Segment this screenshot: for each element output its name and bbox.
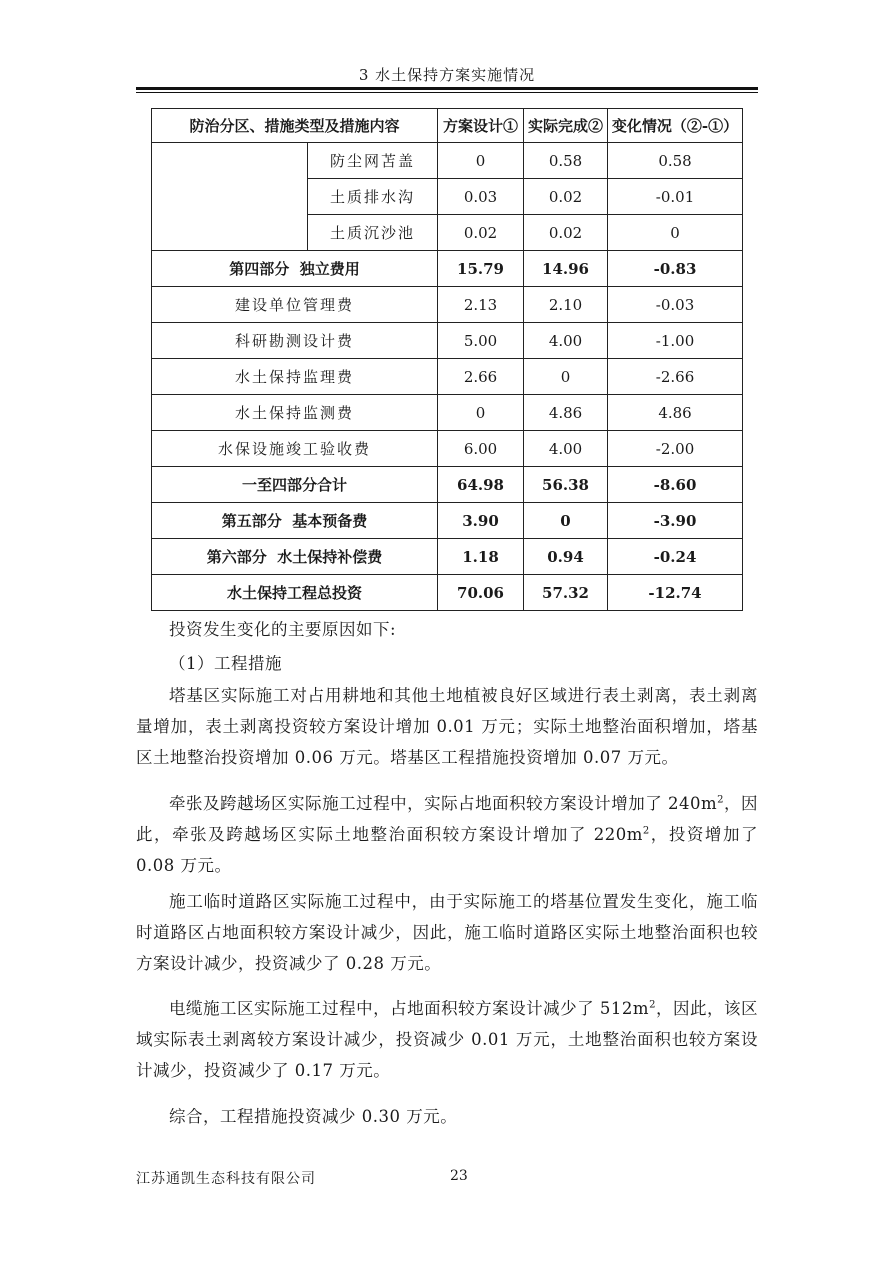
text-segment: ，因此，牵张及跨越场区实际土地整治面积较方案设计增加了 220m bbox=[136, 794, 758, 844]
header-change: 变化情况（②-①） bbox=[608, 109, 743, 143]
superscript: 2 bbox=[717, 794, 724, 806]
row-item: 建设单位管理费 bbox=[152, 287, 438, 323]
row-design: 70.06 bbox=[438, 575, 524, 611]
row-item: 科研勘测设计费 bbox=[152, 323, 438, 359]
row-actual: 0.58 bbox=[524, 143, 608, 179]
row-item: 水保设施竣工验收费 bbox=[152, 431, 438, 467]
row-item: 土质沉沙池 bbox=[308, 215, 438, 251]
section-heading: （1）工程措施 bbox=[169, 654, 282, 673]
superscript: 2 bbox=[642, 825, 650, 837]
paragraph-cable-area bbox=[136, 993, 758, 1086]
text-segment: ，因此，该区域实际表土剥离较方案设计减少，投资减少 0.01 万元，土地整治面积也较方案设计减少，投资减少了 0.17 万元。 bbox=[136, 999, 758, 1080]
table-row-total bbox=[152, 503, 743, 539]
row-change: 0 bbox=[608, 215, 743, 251]
row-item: 第六部分 水土保持补偿费 bbox=[152, 539, 438, 575]
row-design: 0.02 bbox=[438, 215, 524, 251]
row-design: 3.90 bbox=[438, 503, 524, 539]
row-change: 0.58 bbox=[608, 143, 743, 179]
row-change: -8.60 bbox=[608, 467, 743, 503]
text-segment: ，投资增加了 0.08 万元。 bbox=[136, 825, 758, 875]
row-change: -12.74 bbox=[608, 575, 743, 611]
text-segment: 电缆施工区实际施工过程中，占地面积较方案设计减少了 512m bbox=[169, 999, 650, 1018]
row-actual: 0.02 bbox=[524, 215, 608, 251]
row-actual: 57.32 bbox=[524, 575, 608, 611]
row-change: -0.83 bbox=[608, 251, 743, 287]
row-change: -0.01 bbox=[608, 179, 743, 215]
row-actual: 0 bbox=[524, 503, 608, 539]
table-row bbox=[152, 395, 743, 431]
table-row bbox=[152, 323, 743, 359]
running-header: 3 水土保持方案实施情况 bbox=[358, 66, 536, 84]
text-segment: 牵张及跨越场区实际施工过程中，实际占地面积较方案设计增加了 240m bbox=[169, 794, 718, 813]
row-design: 2.13 bbox=[438, 287, 524, 323]
table-row bbox=[152, 359, 743, 395]
row-actual: 0.94 bbox=[524, 539, 608, 575]
page-number: 23 bbox=[450, 1168, 468, 1184]
row-item: 防尘网苫盖 bbox=[308, 143, 438, 179]
row-actual: 0 bbox=[524, 359, 608, 395]
row-design: 1.18 bbox=[438, 539, 524, 575]
row-design: 5.00 bbox=[438, 323, 524, 359]
row-actual: 56.38 bbox=[524, 467, 608, 503]
paragraph-temp-road: 施工临时道路区实际施工过程中，由于实际施工的塔基位置发生变化，施工临时道路区占地面积较方案设计减少，因此，施工临时道路区实际土地整治面积也较方案设计减少，投资减少了 0.28 万元。 bbox=[136, 892, 758, 973]
row-change: -0.24 bbox=[608, 539, 743, 575]
header-design: 方案设计① bbox=[438, 109, 524, 143]
table-row-total bbox=[152, 539, 743, 575]
row-item: 水土保持监理费 bbox=[152, 359, 438, 395]
row-design: 0 bbox=[438, 143, 524, 179]
row-actual: 4.00 bbox=[524, 323, 608, 359]
table-header-row bbox=[152, 109, 743, 143]
row-change: 4.86 bbox=[608, 395, 743, 431]
row-item: 一至四部分合计 bbox=[152, 467, 438, 503]
paragraph-tension-area bbox=[136, 788, 758, 881]
row-design: 64.98 bbox=[438, 467, 524, 503]
paragraph-intro: 投资发生变化的主要原因如下: bbox=[169, 620, 397, 639]
row-actual: 4.00 bbox=[524, 431, 608, 467]
row-item: 土质排水沟 bbox=[308, 179, 438, 215]
paragraph-tower-area: 塔基区实际施工对占用耕地和其他土地植被良好区域进行表土剥离，表土剥离量增加，表土剥离投资较方案设计增加 0.01 万元；实际土地整治面积增加，塔基区土地整治投资增加 0.06 万元。塔基区工程措施投资增加 0.07 万元。 bbox=[136, 686, 758, 767]
header-actual: 实际完成② bbox=[524, 109, 608, 143]
investment-table bbox=[151, 108, 743, 611]
superscript: 2 bbox=[649, 999, 656, 1011]
row-design: 0.03 bbox=[438, 179, 524, 215]
paragraph-summary: 综合，工程措施投资减少 0.30 万元。 bbox=[169, 1107, 458, 1126]
row-design: 0 bbox=[438, 395, 524, 431]
row-actual: 0.02 bbox=[524, 179, 608, 215]
table-row bbox=[152, 431, 743, 467]
row-actual: 2.10 bbox=[524, 287, 608, 323]
row-change: -2.66 bbox=[608, 359, 743, 395]
table-row-part4 bbox=[152, 251, 743, 287]
merged-blank-cell bbox=[152, 143, 308, 251]
row-design: 6.00 bbox=[438, 431, 524, 467]
row-change: -0.03 bbox=[608, 287, 743, 323]
header-rule-thick bbox=[136, 87, 758, 90]
row-item: 第五部分 基本预备费 bbox=[152, 503, 438, 539]
row-item: 第四部分 独立费用 bbox=[152, 251, 438, 287]
row-design: 15.79 bbox=[438, 251, 524, 287]
row-design: 2.66 bbox=[438, 359, 524, 395]
table-row-grand-total bbox=[152, 575, 743, 611]
row-change: -2.00 bbox=[608, 431, 743, 467]
row-change: -1.00 bbox=[608, 323, 743, 359]
footer-company: 江苏通凯生态科技有限公司 bbox=[136, 1171, 316, 1187]
row-change: -3.90 bbox=[608, 503, 743, 539]
table-row bbox=[152, 287, 743, 323]
row-item: 水土保持监测费 bbox=[152, 395, 438, 431]
table-row bbox=[152, 143, 743, 179]
row-item: 水土保持工程总投资 bbox=[152, 575, 438, 611]
header-rule-thin bbox=[136, 92, 758, 93]
header-item: 防治分区、措施类型及措施内容 bbox=[152, 109, 438, 143]
row-actual: 14.96 bbox=[524, 251, 608, 287]
table-row-total bbox=[152, 467, 743, 503]
row-actual: 4.86 bbox=[524, 395, 608, 431]
